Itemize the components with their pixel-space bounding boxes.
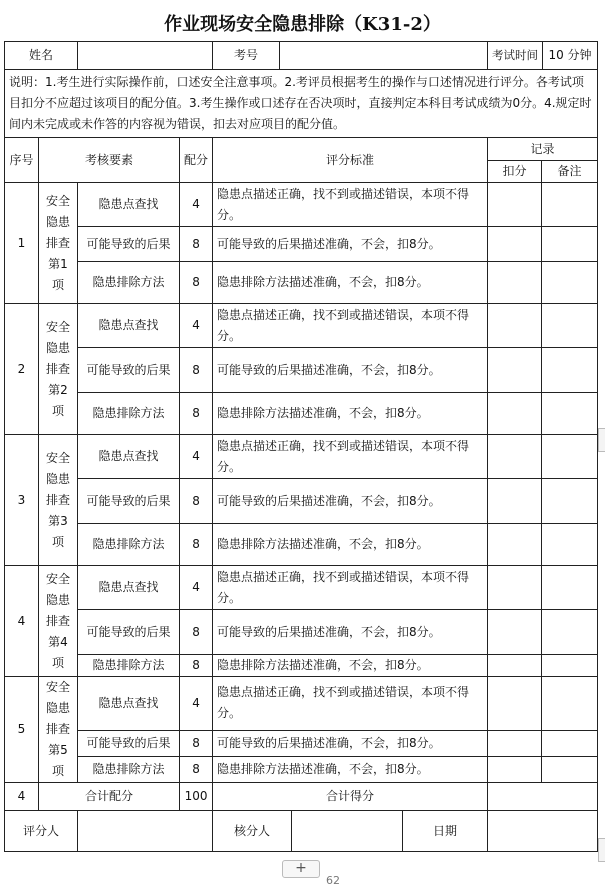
page-title: 作业现场安全隐患排除（K31-2） (164, 14, 441, 35)
note-row (5, 70, 598, 138)
deduct-field[interactable] (488, 479, 542, 524)
remark-field[interactable] (542, 677, 598, 731)
row-criteria: 可能导致的后果描述准确，不会，扣8分。 (213, 610, 488, 655)
deduct-field[interactable] (488, 610, 542, 655)
row-criteria: 可能导致的后果描述准确，不会，扣8分。 (213, 348, 488, 393)
footer-row (5, 811, 598, 852)
row-criteria: 隐患排除方法描述准确，不会，扣8分。 (213, 393, 488, 435)
deduct-field[interactable] (488, 524, 542, 566)
add-page-button[interactable]: + (282, 860, 320, 878)
deduct-field[interactable] (488, 677, 542, 731)
date-field[interactable] (488, 811, 598, 852)
row-criteria: 隐患点描述正确，找不到或描述错误，本项不得分。 (213, 435, 488, 479)
row-seq: 5 (5, 677, 39, 783)
table-row (5, 262, 598, 304)
table-row (5, 756, 598, 782)
row-score: 8 (180, 227, 213, 262)
total-label: 合计配分 (39, 783, 180, 811)
row-element: 隐患排除方法 (78, 756, 180, 782)
total-score: 100 (180, 783, 213, 811)
table-row (5, 393, 598, 435)
remark-field[interactable] (542, 435, 598, 479)
name-field[interactable] (78, 42, 213, 70)
time-label: 考试时间 (488, 42, 543, 69)
row-score: 8 (180, 610, 213, 655)
earned-field[interactable] (488, 783, 598, 811)
assessment-table (4, 41, 598, 852)
table-row (5, 304, 598, 348)
header-remark: 备注 (542, 161, 598, 183)
exam-no-label: 考号 (213, 42, 280, 69)
row-criteria: 隐患排除方法描述准确，不会，扣8分。 (213, 262, 488, 304)
row-score: 8 (180, 348, 213, 393)
header-criteria: 评分标准 (213, 138, 488, 183)
row-score: 4 (180, 677, 213, 731)
row-category (39, 304, 78, 435)
remark-field[interactable] (542, 262, 598, 304)
row-criteria: 可能导致的后果描述准确，不会，扣8分。 (213, 227, 488, 262)
deduct-field[interactable] (488, 227, 542, 262)
remark-field[interactable] (542, 304, 598, 348)
checker-label: 核分人 (213, 811, 292, 851)
deduct-field[interactable] (488, 262, 542, 304)
row-score: 8 (180, 730, 213, 756)
row-category (39, 677, 78, 783)
table-row (5, 730, 598, 756)
earned-label: 合计得分 (213, 783, 488, 811)
row-category-text: 安全隐患排查第3项 (45, 450, 70, 549)
remark-field[interactable] (542, 227, 598, 262)
table-row (5, 655, 598, 677)
row-element: 隐患点查找 (78, 566, 180, 610)
remark-field[interactable] (542, 479, 598, 524)
row-element: 隐患排除方法 (78, 262, 180, 304)
row-seq: 1 (5, 183, 39, 304)
remark-field[interactable] (542, 655, 598, 677)
row-score: 8 (180, 524, 213, 566)
exam-no-cell (213, 42, 488, 70)
info-row (5, 42, 598, 70)
header-element: 考核要素 (39, 138, 180, 183)
row-category-text: 安全隐患排查第1项 (45, 193, 70, 292)
grader-field[interactable] (78, 811, 213, 852)
table-row (5, 479, 598, 524)
remark-field[interactable] (542, 610, 598, 655)
time-cell (488, 42, 598, 70)
row-seq: 2 (5, 304, 39, 435)
row-score: 4 (180, 566, 213, 610)
row-criteria: 隐患点描述正确，找不到或描述错误，本项不得分。 (213, 677, 488, 731)
row-score: 4 (180, 304, 213, 348)
row-score: 4 (180, 183, 213, 227)
date-label: 日期 (433, 824, 458, 838)
row-element: 隐患点查找 (78, 677, 180, 731)
remark-field[interactable] (542, 730, 598, 756)
row-criteria: 隐患排除方法描述准确，不会，扣8分。 (213, 655, 488, 677)
deduct-field[interactable] (488, 655, 542, 677)
header-record: 记录 (488, 138, 598, 161)
deduct-field[interactable] (488, 566, 542, 610)
row-score: 4 (180, 435, 213, 479)
row-element: 可能导致的后果 (78, 730, 180, 756)
header-row-1 (5, 138, 598, 161)
deduct-field[interactable] (488, 348, 542, 393)
time-value: 10 分钟 (548, 48, 592, 62)
row-element: 可能导致的后果 (78, 227, 180, 262)
row-element: 隐患点查找 (78, 304, 180, 348)
remark-field[interactable] (542, 566, 598, 610)
deduct-field[interactable] (488, 756, 542, 782)
table-row (5, 677, 598, 731)
deduct-field[interactable] (488, 393, 542, 435)
remark-field[interactable] (542, 348, 598, 393)
table-row (5, 566, 598, 610)
remark-field[interactable] (542, 393, 598, 435)
table-row (5, 524, 598, 566)
scroll-handle[interactable] (598, 428, 605, 452)
row-score: 8 (180, 479, 213, 524)
row-category-text: 安全隐患排查第4项 (45, 571, 70, 670)
row-criteria: 隐患排除方法描述准确，不会，扣8分。 (213, 756, 488, 782)
row-score: 8 (180, 393, 213, 435)
grader-label: 评分人 (5, 811, 78, 852)
table-row (5, 435, 598, 479)
row-category (39, 435, 78, 566)
remark-field[interactable] (542, 183, 598, 227)
deduct-field[interactable] (488, 435, 542, 479)
checker-field[interactable] (292, 811, 403, 851)
name-label: 姓名 (5, 42, 78, 70)
row-seq: 3 (5, 435, 39, 566)
header-score: 配分 (180, 138, 213, 183)
row-criteria: 隐患点描述正确，找不到或描述错误，本项不得分。 (213, 304, 488, 348)
checker-cell (213, 811, 488, 852)
row-category-text: 安全隐患排查第5项 (45, 680, 70, 778)
page-number: 62 (326, 874, 340, 887)
row-element: 隐患排除方法 (78, 655, 180, 677)
remark-field[interactable] (542, 524, 598, 566)
row-element: 隐患点查找 (78, 183, 180, 227)
row-element: 可能导致的后果 (78, 479, 180, 524)
row-seq: 4 (5, 566, 39, 677)
row-criteria: 可能导致的后果描述准确，不会，扣8分。 (213, 730, 488, 756)
row-element: 可能导致的后果 (78, 610, 180, 655)
header-seq: 序号 (5, 138, 39, 183)
exam-no-field[interactable] (280, 42, 487, 69)
row-element: 隐患排除方法 (78, 524, 180, 566)
row-element: 隐患排除方法 (78, 393, 180, 435)
row-criteria: 可能导致的后果描述准确，不会，扣8分。 (213, 479, 488, 524)
row-category (39, 183, 78, 304)
row-element: 隐患点查找 (78, 435, 180, 479)
row-element: 可能导致的后果 (78, 348, 180, 393)
row-score: 8 (180, 655, 213, 677)
row-criteria: 隐患点描述正确，找不到或描述错误，本项不得分。 (213, 566, 488, 610)
table-row (5, 348, 598, 393)
remark-field[interactable] (542, 756, 598, 782)
deduct-field[interactable] (488, 183, 542, 227)
row-score: 8 (180, 262, 213, 304)
row-criteria: 隐患点描述正确，找不到或描述错误，本项不得分。 (213, 183, 488, 227)
table-row (5, 183, 598, 227)
deduct-field[interactable] (488, 730, 542, 756)
table-row (5, 227, 598, 262)
total-seq: 4 (5, 783, 39, 811)
header-deduct: 扣分 (488, 161, 542, 183)
row-category-text: 安全隐患排查第2项 (45, 319, 70, 418)
total-row (5, 783, 598, 811)
scroll-handle[interactable] (598, 838, 605, 862)
row-category (39, 566, 78, 677)
deduct-field[interactable] (488, 304, 542, 348)
instructions-note: 说明：1.考生进行实际操作前，口述安全注意事项。2.考评员根据考生的操作与口述情况进行评分。各考试项目扣分不应超过该项目的配分值。3.考生操作或口述存在否决项时，直接判定本科目考试成绩为0分。4.规定时间内未完成或未作答的内容视为错误，扣去对应项目的配分值。 (5, 70, 598, 138)
table-row (5, 610, 598, 655)
row-criteria: 隐患排除方法描述准确，不会，扣8分。 (213, 524, 488, 566)
row-score: 8 (180, 756, 213, 782)
